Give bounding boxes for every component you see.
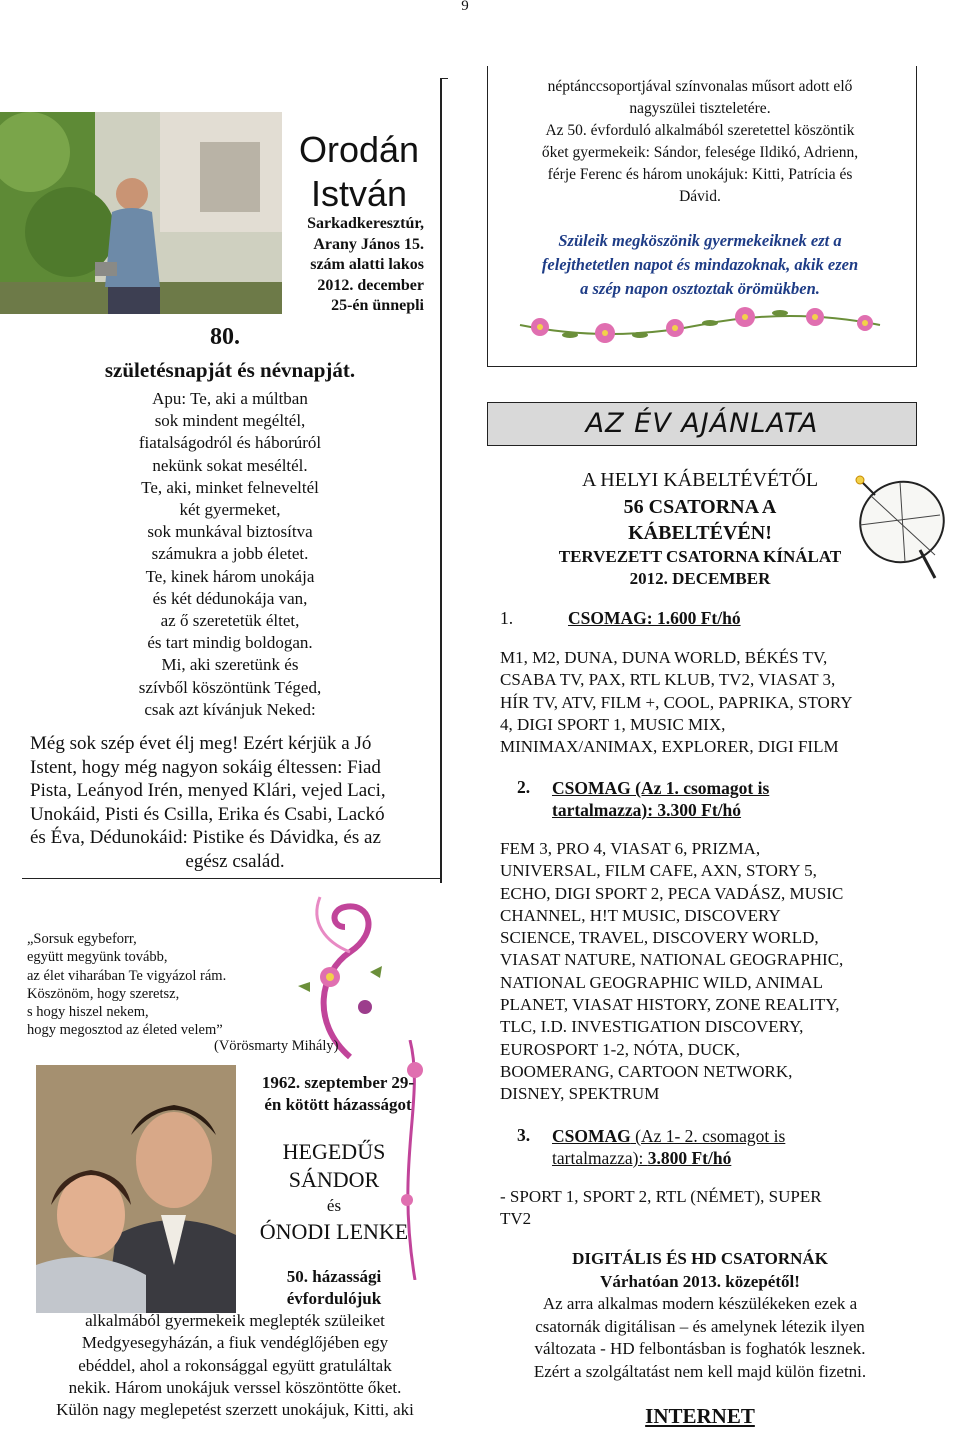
quote-line: s hogy hiszel nekem,	[27, 1004, 149, 1021]
offer-header-4: TERVEZETT CSATORNA KÍNÁLAT	[558, 547, 842, 566]
poem-line: Apu: Te, aki a múltban	[152, 389, 308, 408]
poem-line: csak azt kívánjuk Neked:	[144, 699, 316, 719]
quote-line: Köszönöm, hogy szeretsz,	[27, 985, 180, 1002]
hd-line: csatornák digitálisan – és amelynek létezik ilyen	[535, 1316, 865, 1336]
offer-header-5: 2012. DECEMBER	[629, 569, 771, 588]
anniversary-line: évfordulójuk	[286, 1289, 382, 1308]
address-line: 2012. december	[317, 276, 424, 294]
channel-line: BOOMERANG, CARTOON NETWORK,	[500, 1061, 793, 1081]
continued-line: Az 50. évforduló alkalmából szeretettel köszöntik	[545, 122, 855, 139]
hd-description	[490, 1293, 910, 1383]
thanks-line: a szép napon osztoztak örömükben.	[580, 279, 820, 298]
birthday-age: 80.	[210, 324, 240, 350]
story-line: nekik. Három unokájuk verssel köszöntötte őket.	[68, 1377, 402, 1397]
birthday-occasion: születésnapját és névnapját.	[104, 358, 356, 382]
package-3-number: 3.	[517, 1125, 531, 1145]
channel-line: PLANET, VIASAT HISTORY, ZONE REALITY,	[500, 995, 840, 1015]
continued-line: nagyszülei tiszteletére.	[629, 100, 771, 117]
vorosmarty-quote	[27, 930, 347, 1040]
quote-line: együtt megyünk tovább,	[27, 949, 168, 966]
channel-line: TLC, I.D. INVESTIGATION DISCOVERY,	[500, 1017, 804, 1037]
celebrant-address	[282, 214, 424, 317]
continued-line: férje Ferenc és három unokájuk: Kitti, Patrícia és	[547, 166, 853, 183]
hd-title: DIGITÁLIS ÉS HD CSATORNÁK	[572, 1249, 828, 1268]
package-2-number: 2.	[517, 777, 531, 797]
quote-line: „Sorsuk egybeforr,	[27, 931, 137, 947]
anniversary-story	[20, 1310, 450, 1421]
poem-line: két gyermeket,	[179, 500, 281, 520]
address-line: 25-én ünnepli	[331, 297, 424, 315]
package-1-number: 1.	[500, 608, 514, 628]
groom-name: HEGEDŰS	[282, 1139, 386, 1164]
anniversary-continued	[490, 76, 910, 208]
groom-name: SÁNDOR	[288, 1167, 380, 1192]
quote-author: (Vörösmarty Mihály)	[214, 1038, 339, 1054]
marriage-date	[238, 1072, 438, 1116]
channel-line: TV2	[500, 1209, 532, 1229]
channel-line: M1, M2, DUNA, DUNA WORLD, BÉKÉS TV,	[500, 648, 828, 667]
portrait-photo-orodan	[0, 112, 282, 314]
poem-line: Te, kinek három unokája	[145, 566, 315, 586]
offer-banner-text: AZ ÉV AJÁNLATA	[585, 408, 819, 439]
address-line: Sarkadkeresztúr,	[307, 215, 424, 232]
left-box-border-bottom	[22, 878, 442, 879]
marriage-date-line: én kötött házasságot	[264, 1095, 412, 1114]
wish-line: Unokáid, Pisti és Csilla, Erika és Csabi, Lackó	[30, 803, 385, 825]
address-line: Arany János 15.	[313, 235, 424, 253]
package-2-title	[552, 777, 769, 821]
left-box-border-top	[442, 78, 448, 79]
hd-line: Ezért a szolgáltatást nem kell majd külön fizetni.	[533, 1361, 867, 1381]
story-line: Medgyesegyházán, a fiuk vendéglőjében egy	[81, 1333, 389, 1353]
channel-line: 4, DIGI SPORT 1, MUSIC MIX,	[500, 714, 726, 734]
birthday-wish	[30, 732, 440, 874]
couple-photo	[36, 1065, 236, 1313]
channel-line: EUROSPORT 1-2, NÓTA, DUCK,	[500, 1039, 741, 1059]
channel-line: - SPORT 1, SPORT 2, RTL (NÉMET), SUPER	[500, 1187, 822, 1206]
poem-line: és két dédunokája van,	[152, 588, 308, 608]
poem-line: és tart mindig boldogan.	[147, 633, 313, 653]
channel-line: FEM 3, PRO 4, VIASAT 6, PRIZMA,	[500, 839, 761, 858]
thanks-line: felejthetetlen napot és mindazoknak, akik ezen	[541, 255, 859, 274]
birthday-poem	[50, 388, 410, 721]
wish-line: Még sok szép évet élj meg! Ezért kérjük a Jó	[30, 733, 372, 754]
continued-line: Dávid.	[679, 188, 721, 205]
continued-line: őket gyermekeik: Sándor, felesége Ildikó, Adrienn,	[541, 144, 859, 161]
quote-line: az élet viharában Te vigyázol rám.	[27, 967, 227, 984]
poem-line: sok mindent megéltél,	[154, 411, 306, 431]
story-line: ebéddel, ahol a rokonsággal együtt gratuláltak	[78, 1355, 392, 1375]
channel-line: ECHO, DIGI SPORT 2, PECA VADÁSZ, MUSIC	[500, 883, 844, 903]
package-3-word: CSOMAG	[552, 1126, 631, 1146]
celebrant-name-1: Orodán	[298, 129, 420, 170]
package-2-channels	[500, 838, 920, 1106]
channel-line: MINIMAX/ANIMAX, EXPLORER, DIGI FILM	[500, 737, 839, 757]
offer-header-3: KÁBELTÉVÉN!	[628, 522, 772, 544]
package-3-title-line2: tartalmazza):	[552, 1148, 648, 1168]
channel-line: CHANNEL, H!T MUSIC, DISCOVERY	[500, 905, 781, 925]
channel-line: CSABA TV, PAX, RTL KLUB, TV2, VIASAT 3,	[500, 670, 836, 690]
package-3-price: 3.800 Ft/hó	[647, 1148, 732, 1168]
package-1-channels	[500, 647, 920, 758]
celebrant-name-2: István	[310, 173, 408, 214]
channel-line: UNIVERSAL, FILM CAFE, AXN, STORY 5,	[500, 861, 817, 881]
flower-garland-decoration	[515, 295, 885, 345]
wish-line: és Éva, Dédunokáid: Pistike és Dávidka, és az	[30, 827, 381, 849]
poem-line: Mi, aki szeretünk és	[161, 655, 299, 675]
address-line: szám alatti lakos	[310, 256, 424, 274]
internet-heading: INTERNET	[645, 1404, 755, 1428]
parents-thanks	[490, 229, 910, 301]
channel-line: SCIENCE, TRAVEL, DISCOVERY WORLD,	[500, 928, 819, 948]
page-number: 9	[461, 0, 469, 14]
story-line: alkalmából gyermekeik meglepték szüleiket	[85, 1311, 385, 1330]
left-box-border-right	[440, 78, 442, 883]
hd-line: Az arra alkalmas modern készülékeken ezek a	[542, 1294, 858, 1313]
continued-line: néptánccsoportjával színvonalas műsort adott elő	[547, 78, 853, 95]
channel-line: NATIONAL GEOGRAPHIC WILD, ANIMAL	[500, 972, 823, 992]
anniversary-title	[234, 1266, 434, 1310]
and-word: és	[326, 1196, 342, 1215]
package-3-title-rest: (Az 1- 2. csomagot is	[630, 1126, 786, 1146]
poem-line: Te, aki, minket felneveltél	[141, 477, 319, 497]
quote-line: hogy megosztod az életed velem”	[27, 1022, 223, 1039]
channel-line: HÍR TV, ATV, FILM +, COOL, PAPRIKA, STORY	[500, 692, 853, 712]
offer-banner	[487, 402, 917, 446]
package-2-title-line: CSOMAG (Az 1. csomagot is	[552, 778, 770, 798]
wish-line: Istent, hogy még nagyon sokáig éltessen: Fiad	[30, 756, 381, 778]
poem-line: szívből köszöntünk Téged,	[138, 677, 322, 697]
poem-line: nekünk sokat meséltél.	[152, 455, 308, 475]
poem-line: sok munkával biztosítva	[147, 522, 313, 542]
wish-line: Pista, Leányod Irén, menyed Klári, vejed Laci,	[30, 780, 386, 802]
offer-header-2: 56 CSATORNA A	[623, 496, 777, 518]
hd-subtitle: Várhatóan 2013. közepétől!	[600, 1272, 800, 1291]
marriage-date-line: 1962. szeptember 29-	[261, 1073, 415, 1092]
package-1-title: CSOMAG: 1.600 Ft/hó	[568, 608, 741, 628]
package-3-title	[552, 1125, 785, 1169]
portrait-illustration	[0, 112, 282, 314]
offer-header-1: A HELYI KÁBELTÉVÉTŐL	[581, 469, 819, 491]
channel-line: VIASAT NATURE, NATIONAL GEOGRAPHIC,	[500, 950, 844, 970]
anniversary-line: 50. házassági	[286, 1267, 382, 1286]
bride-name: ÓNODI LENKE	[259, 1219, 409, 1244]
hd-line: változata - HD felbontásban is foghatók lesznek.	[534, 1339, 866, 1358]
channel-line: DISNEY, SPEKTRUM	[500, 1084, 660, 1104]
package-2-title-line: tartalmazza): 3.300 Ft/hó	[552, 800, 742, 820]
poem-line: fiatalságodról és háborúról	[138, 433, 322, 453]
story-line: Külön nagy meglepetést szerzett unokájuk, Kitti, aki	[56, 1400, 414, 1420]
wish-line: egész család.	[185, 850, 285, 872]
couple-names	[234, 1138, 434, 1246]
thanks-line: Szüleik megköszönik gyermekeiknek ezt a	[558, 231, 842, 250]
poem-line: számukra a jobb életet.	[151, 544, 309, 564]
poem-line: az ő szeretetük éltet,	[160, 611, 300, 631]
package-3-channels	[500, 1186, 920, 1231]
couple-illustration	[36, 1065, 236, 1313]
